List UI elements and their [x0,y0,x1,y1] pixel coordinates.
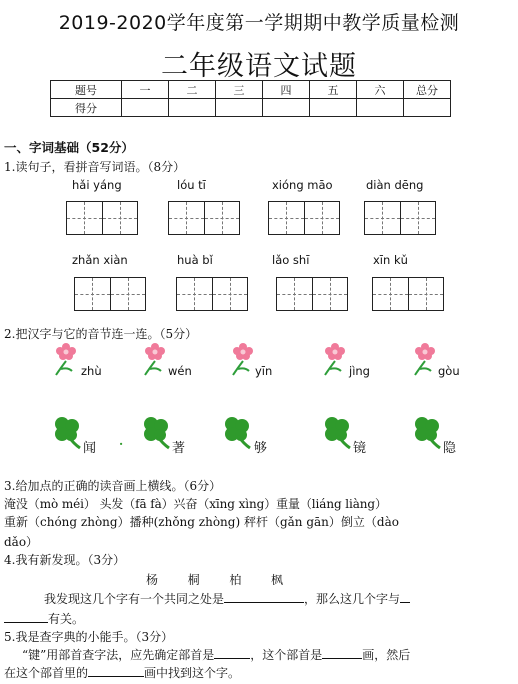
score-cell: 三 [216,81,263,99]
character-grid[interactable] [276,277,348,311]
question-3-line: 淹没（mò méi） 头发（fā fà）兴奋（xīng xìng）重量（liáng liàng） [4,497,387,511]
score-cell: 四 [263,81,310,99]
pinyin-label: diàn dēng [366,178,424,192]
word: 杨 [146,573,159,587]
question-3-label: 3.给加点的正确的读音画上横线。（6分） [4,479,222,493]
word-list [146,571,283,589]
pinyin-label: lóu tī [177,178,206,192]
answer-blank[interactable] [88,676,144,677]
pinyin-label: zhǎn xiàn [72,253,128,267]
pinyin-label: lǎo shī [272,253,310,267]
score-table-score-row [51,99,451,117]
question-4-sentence [44,590,410,608]
dot-mark: . [119,434,124,448]
syllable-label: wén [168,364,192,378]
pinyin-label: huà bǐ [177,253,213,267]
sentence-text: “键”用部首查字法，应先确定部首是 [22,648,215,662]
score-cell: 六 [357,81,404,99]
syllable-label: yīn [255,364,273,378]
hanzi-label: 隐 [443,441,457,456]
question-4-label: 4.我有新发现。（3分） [4,553,126,567]
question-5-sentence [22,646,410,664]
score-blank[interactable] [404,99,451,117]
pinyin-label: xióng māo [272,178,333,192]
score-blank[interactable] [216,99,263,117]
word: 桐 [187,573,200,587]
sentence-text: 有关。 [48,612,85,626]
question-5-sentence-2 [4,664,240,682]
section-heading: 一、字词基础（52分） [4,140,134,155]
character-grid[interactable] [66,201,138,235]
sentence-text: 在这个部首里的 [4,666,89,680]
pinyin-label: xīn kǔ [373,253,408,267]
answer-blank[interactable] [214,658,250,659]
pinyin-label: hǎi yáng [72,178,122,192]
question-3-line: 重新（chóng zhòng）播种(zhǒng zhòng) 秤杆（gǎn gān）倒立（dào [4,515,399,529]
syllable-label: jìng [349,364,370,378]
answer-blank[interactable] [224,602,304,603]
answer-blank[interactable] [322,658,362,659]
character-grid[interactable] [364,201,436,235]
syllable-label: gòu [438,364,460,378]
sentence-text: 我发现这几个字有一个共同之处是 [44,592,225,606]
question-1-label: 1.读句子，看拼音写词语。（8分） [4,160,186,174]
score-blank[interactable] [122,99,169,117]
score-cell: 二 [169,81,216,99]
score-blank[interactable] [357,99,404,117]
score-cell: 总分 [404,81,451,99]
score-table [50,80,451,117]
question-2-label: 2.把汉字与它的音节连一连。（5分） [4,327,198,341]
character-grid[interactable] [372,277,444,311]
exam-subtitle: 二年级语文试题 [161,51,357,82]
syllable-label: zhù [81,364,102,378]
answer-blank[interactable] [4,622,48,623]
answer-blank[interactable] [400,602,410,603]
sentence-text: ，这个部首是 [250,648,323,662]
hanzi-label: 够 [254,441,268,456]
score-blank[interactable] [263,99,310,117]
sentence-text: 画中找到这个字。 [144,666,241,680]
score-cell: 题号 [51,81,122,99]
word: 柏 [229,573,242,587]
hanzi-label: 镜 [353,441,367,456]
question-4-sentence-end [4,610,84,628]
question-3-line: dǎo） [4,535,39,549]
exam-header-title: 2019-2020学年度第一学期期中教学质量检测 [58,12,460,34]
character-grid[interactable] [74,277,146,311]
score-cell: 一 [122,81,169,99]
score-row-label: 得分 [51,99,122,117]
score-blank[interactable] [169,99,216,117]
sentence-text: ，那么这几个字与 [304,592,401,606]
score-cell: 五 [310,81,357,99]
hanzi-label: 闻 [83,441,97,456]
question-5-label: 5.我是查字典的小能手。（3分） [4,630,174,644]
score-table-header-row [51,81,451,99]
character-grid[interactable] [176,277,248,311]
score-blank[interactable] [310,99,357,117]
word: 枫 [271,573,284,587]
sentence-text: 画，然后 [362,648,411,662]
hanzi-label: 著 [172,441,186,456]
character-grid[interactable] [268,201,340,235]
character-grid[interactable] [168,201,240,235]
